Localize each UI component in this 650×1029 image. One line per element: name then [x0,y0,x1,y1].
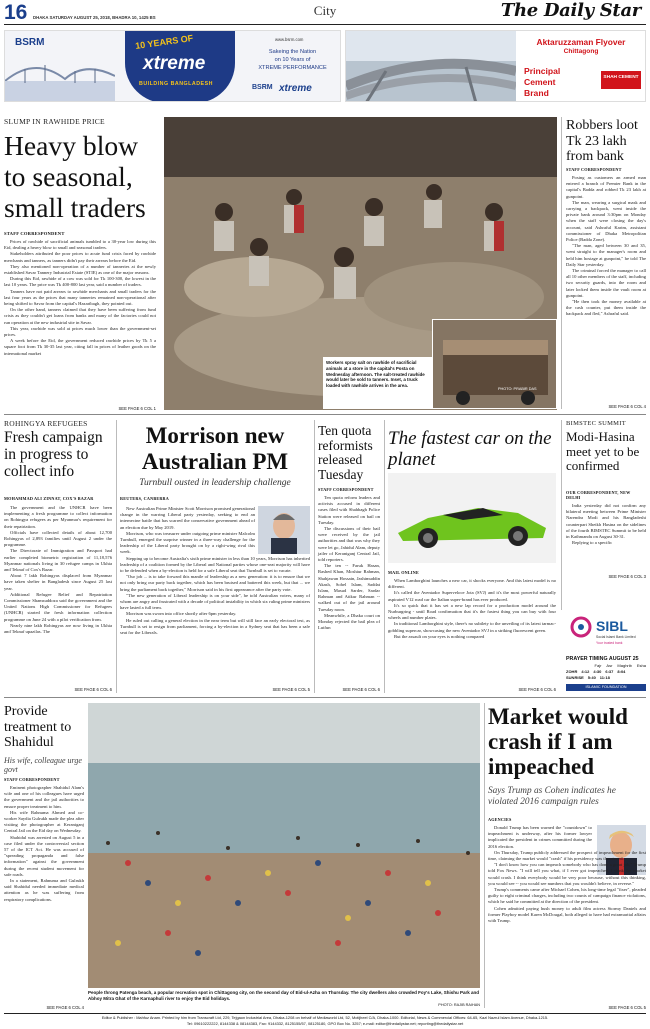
page-number: 16 [4,1,28,24]
rohingya-byline: MOHAMMAD ALI ZINNAT, COX'S BAZAR [4,496,94,501]
robbers-para: The man, wearing a surgical mask and carrying a backpack, went inside the private bank around 3:30pm on Monday when the staff were closing the day's account, said Ashraful Karim, assistant commissioner of Dhaka Metropolitan Police (Badda Zone). [566,199,646,243]
quota-para: Ten quota reform leaders and activists accused in different cases filed with Shahbagh Police Station were released on bail on Tuesday. [318,495,380,525]
col-divider [561,117,562,409]
xtreme-sub: BUILDING BANGLADESH [139,81,213,87]
col-divider [314,420,315,693]
col-divider [116,420,117,693]
prayer-time: 4:30 [593,669,602,674]
shah-cement-ad[interactable] [345,30,646,102]
prayer-time: 8:04 [617,669,626,674]
lead-para: A week before the Eid, the government reduced rawhide prices by Tk 5 a square foot from Tk 30-35 last year, citing fall in prices of leather goods on the international market [4,338,156,356]
shahidul-byline: STAFF CORRESPONDENT [4,777,60,782]
dateline: DHAKA SATURDAY AUGUST 25, 2018, BHADRA 10, 1425 BS [33,15,156,20]
robbers-continued[interactable]: SEE PAGE 6 COL 4 [608,404,646,409]
flyover-sub: Chittagong [563,48,599,55]
shahidul-para: His wife Rahnuma Ahmed and co-worker Saydia Gulrukh made the plea after visiting the photographer at Keraniganj Central Jail on the Eid day on Wednesday. [4,809,84,834]
trump-body [488,825,646,924]
car-byline: MAIL ONLINE [388,570,419,575]
trump-headline[interactable]: Market would crash if I am impeached [488,704,628,779]
quota-para: Meanwhile, a Dhaka court on Monday rejected the bail plea of Lutfun [318,612,380,631]
morrison-para: Morrison was sworn into office shortly after 6pm yesterday. [126,611,237,617]
cement-line1: Principal [524,66,561,76]
bimstec-headline[interactable]: Modi-Hasina meet yet to be confirmed [566,429,640,473]
bimstec-body [566,503,646,546]
patenga-beach-photo [88,703,480,988]
lead-continued[interactable]: SEE PAGE 6 COL 1 [118,406,156,411]
prayer-table [566,663,646,681]
morrison-para: Morrison, who was treasurer under outgoing prime minister Malcolm Turnbull, emerged the surprise winner in a three-way challenge for the leadership of the Liberal party brought on by a right-wing rival this week. [120,530,255,555]
car-para: It's called the Aventador Superveloce Jota (SVJ) and it's the most powerful naturally aspirated V12 road car the Italian super-brand has ever produced. [388,590,556,602]
bimstec-para: Replying to a specific [572,540,613,546]
shahidul-para: Eminent photographer Shahidul Alam's wife and one of his colleagues have urged the government and the jail authorities to ensure proper treatment to him. [4,785,84,809]
col-divider [561,420,562,610]
shahidul-para: In a statement, Rahnuma and Gulrukh said Shahidul needed immediate medical attention as he was suffering from respiratory complications. [4,878,84,902]
lead-headline[interactable]: Heavy blow to seasonal, small traders [4,130,146,223]
xtreme-tag2: on 10 Years of [274,57,311,63]
lamborghini-photo [388,473,556,563]
morrison-subhead: Turnbull ousted in leadership challenge [139,478,291,488]
quota-para: The ten -- Faruk Hasan, Rashed Khan, Moshiur Rahman, Shahjawan Hossain, Jashimuddin Akash, Sohel Islam, Saddat Islam, Masud Sarder, Sardar Rahman and Atikur Rahman -- walked out of the jail around Tuesday noon. [318,563,380,612]
car-body [388,578,556,640]
trump-body-top [488,825,592,850]
flyover-photo [346,31,516,102]
bsrm-logo-2: BSRM [252,84,273,91]
footer-rule [4,1013,646,1014]
prayer-time: 11:18 [599,675,610,680]
beach-illustration [88,703,480,988]
shahidul-body [4,785,84,903]
beach-credit: PHOTO: RAJIB RAIHAN [438,1003,480,1007]
rohingya-para: About 7 lakh Rohingyas displaced from Myanmar have taken shelter in Bangladesh since August 25 last year. [4,573,112,591]
rohingya-headline[interactable]: Fresh campaign in progress to collect info [4,429,103,480]
bimstec-kicker: BIMSTEC SUMMIT [566,420,626,427]
car-para: But the assault on your eyes is nothing compared [394,633,485,639]
trump-para: Cohen admitted paying hush money to adult film actress Stormy Daniels and former Playboy model Karen McDougal, both alleged to have had extramarital affairs with Trump. [488,905,646,924]
robbers-para: "He then took the money available at the cash counter, put them inside the backpack and fled," Ashraful said. [566,299,646,317]
flyover-title: Aktaruzzaman Flyover [536,37,626,47]
lead-para: Tanners have not paid arrears to rawhide merchants and small traders for the last four years as the prices that many tanneries remained non-operational after being shifted to Savar from the capital's Hazaribagh, they pointed out. [4,288,156,307]
robbers-body [566,175,646,318]
robbers-para: "The man, aged between 30 and 35, went straight to the manager's room and held him hostage at gunpoint," he told The Daily Star yesterday. [566,243,646,267]
rohingya-continued[interactable]: SEE PAGE 6 COL 6 [74,687,112,692]
xtreme-logo: xtreme [143,53,206,74]
shah-cement-logo: SHAH CEMENT [601,71,641,89]
morrison-para: Stepping up to become Australia's sixth prime minister in less than 10 years, Morrison has inherited leadership of a coalition formed by the Liberal and National parties whose one-seat majority will have to be defended when a by-election is held for a safe Liberal seat that Turnbull is set to vacate. [120,555,310,574]
section-rule [4,697,646,698]
shahidul-continued[interactable]: SEE PAGE 6 COL 4 [46,1005,84,1010]
sibl-sub: Social Islami Bank Limited [596,635,636,639]
morrison-continued[interactable]: SEE PAGE 6 COL 5 [272,687,310,692]
prayer-time: 6:37 [605,669,614,674]
prayer-col: Asr [606,663,613,668]
prayer-col: Fajr [594,663,602,668]
quota-continued[interactable]: SEE PAGE 6 COL 6 [342,687,380,692]
shahidul-para: Shahidul was arrested on August 5 in a case filed under the controversial section 57 of the ICT Act. He was accused of "spreading propaganda and false information" against the government during the recent student movement for safe roads. [4,834,84,877]
prayer-col: Maghrib [617,663,632,668]
quota-body [318,495,380,631]
morrison-para: "The new generation of Liberal leadership is on your side", he told Australian voters, many of whom are angry and frustrated with a decade of political instability in which six ruling prime ministers have lasted a full term. [120,592,310,611]
xtreme-years: 10 YEARS OF [134,32,194,52]
prayer-source: ISLAMIC FOUNDATION [566,684,646,691]
col-divider [484,703,485,1008]
lead-para: This year, rawhide was sold at prices much lower than the government-set prices. [4,325,156,338]
beach-caption: People throng Patenga beach, a popular recreation spot in Chittagong city, on the second day of Eid-ul-Azha on Thursday. The city dwellers also crowded Foy's Lake, Shishu Park and Abhoy Mitra Ghat of the Karnaphuli river to enjoy the Eid holidays. [88,990,479,1001]
trump-para: On Thursday, Trump publicly addressed the prospect of impeachment for the first time, claiming the market would "crash" if his presidency was threatened. [488,849,646,862]
prayer-name: ZOHR [566,669,578,674]
trump-subhead: Says Trump as Cohen indicates he violated 2016 campaign rules [488,786,616,807]
prayer-time: 5:40 [587,675,596,680]
rohingya-body [4,505,112,635]
bridge-illustration [5,51,115,101]
rohingya-para: The Directorate of Immigration and Passport had earlier completed biometric registration of 11,18,576 Myanmar nationals living in 30 refugee camps in Ukhia and Teknaf of Cox's Bazar. [4,548,112,573]
rohingya-kicker: ROHINGYA REFUGEES [4,419,88,428]
bsrm-logo: BSRM [15,37,45,48]
section-rule [4,414,646,415]
quota-headline[interactable]: Ten quota reformists released Tuesday [318,423,373,482]
rawhide-caption: Workers spray salt on rawhide of sacrificial animals at a store in the capital's Posta on Wednesday afternoon. The salt-treated rawhide would later be sold to tanners. Inset, a truck loaded with rawhide arrives in the area. [326,360,425,389]
sibl-logo: SIBL [596,618,628,634]
col-divider [384,420,385,693]
sibl-ad[interactable] [566,614,646,654]
car-para: In traditional Lamborghini style, there's no subtlety to the unveiling of its latest tarmac-gobbling supercar, showcasing the new Aventador SVJ in a striking fluorescent green. [388,621,556,633]
rohingya-para: Additional Refugee Relief and Repatriation Commissioner Shamsuddoza said the government and the United Nations High Commissioner for Refugees (UNHCR) started the fresh information collection programme on June 24 with a pilot verification from. [4,591,112,622]
lead-byline: STAFF CORRESPONDENT [4,231,65,236]
quota-para: The discussions of their bail were received by the jail authorities and that was why they were let go, Jahidul Alam, deputy jailer of Keraniganj Central Jail, told reporters. [318,526,380,563]
trump-para: "I don't know how you can impeach somebody who has done a great job," Trump told Fox News. "I will tell you what, if I ever got impeached, I think the market would crash. I think everybody would be very poor because, without this thinking, you would see -- you would see numbers that you wouldn't believe, in reverse." [488,862,646,886]
bimstec-para: India yesterday did not confirm any bilateral meeting between Prime Minister Narendra Modi and his Bangladeshi counterpart Sheikh Hasina on the sidelines of the fourth BIMSTEC Summit to be held in Kathmandu on August 30-31. [566,503,646,540]
shahidul-headline[interactable]: Provide treatment to Shahidul [4,704,72,750]
morrison-para: "Our job ... is to take forward this mantle of leadership as a new generation: it is to ensure that we not only bring our party back together, which has been bruised and battered this week, but that ... we bring the parliament back together," Morrison said in his first appearance after the party vote. [120,574,310,592]
prayer-title: PRAYER TIMING AUGUST 25 [566,656,639,662]
lead-para: Stakeholders attributed the poor prices to acute fund crisis faced by rawhide merchants and tanners, as tanners didn't pay their arrears before the Eid. [4,251,156,263]
shahidul-subhead: His wife, colleague urge govt [4,756,82,774]
prayer-col: Esha [636,663,646,668]
prayer-row [566,675,646,681]
truck-inset-photo [432,319,557,409]
lead-body [4,239,156,357]
robbers-para: The criminal forced the manager to call all 10 other members of the staff, including two security guards, into the room and later locked them inside the vault room at gunpoint. [566,268,646,298]
car-para: It's so quick that it has set a new lap record for a production model around the Nurburgring - until Road confirmation that it's the fastest thing you can buy with four wheels and number plates. [388,602,556,621]
bsrm-web: www.bsrm.com [275,37,304,42]
rohingya-para: Nearly nine lakh Rohingyas are now living in Ukhia and Teknaf upazilas. The [4,622,112,635]
quota-byline: STAFF CORRESPONDENT [318,487,374,492]
car-headline[interactable]: The fastest car on the planet [388,428,552,470]
cement-line3: Brand [524,88,549,98]
car-continued[interactable]: SEE PAGE 6 COL 6 [518,687,556,692]
rohingya-para: The government and the UNHCR have been implementing a fresh programme to collect information on Rohingya refugees as per Myanmar's requirement for their repatriation. [4,505,112,529]
xtreme-badge [125,31,235,102]
sibl-logo-icon [570,616,592,638]
trump-para: Donald Trump has been warned the "countdown" to impeachment is underway, after his former lawyer implicated the president in crimes committed during the 2016 election. [488,825,592,849]
bimstec-continued[interactable]: SEE PAGE 6 COL 3 [608,574,646,579]
morrison-byline: REUTERS, CANBERRA [120,496,170,501]
masthead-logo: The Daily Star [500,0,641,21]
bimstec-byline: OUR CORRESPONDENT, NEW DELHI [566,490,631,500]
sibl-tag: Your trusted bank [596,641,623,645]
lead-para: They also mentioned non-operation of a number of tanneries at the newly established Savar Tannery Industrial Estate (STIE) as one of the major reasons. [4,263,156,276]
cement-line2: Cement [524,77,556,87]
trump-continued[interactable]: SEE PAGE 6 COL 5 [608,1005,646,1010]
morrison-para: He ruled out calling a general election in the near term but will still face an early electoral test, as Turnbull is set to resign from parliament, forcing a by-election in a Sydney seat that has been a safe seat for the Liberals. [120,617,310,636]
robbers-byline: STAFF CORRESPONDENT [566,167,622,172]
rawhide-caption-box [323,357,433,409]
section-name: City [313,3,337,18]
xtreme-tag3: XTREME PERFORMANCE [258,65,327,71]
robbers-headline[interactable]: Robbers loot Tk 23 lakh from bank [566,118,638,164]
robbers-para: Posing as customers an armed man entered a branch of Premier Bank in the capital's Badda and robbed Tk 23 lakh at gunpoint. [566,175,646,199]
morrison-body-top [120,506,255,556]
footer-imprint: Editor & Publisher : Mahfuz Anam. Printed by him from Transcraft Ltd, 229, Tejgaon Industrial Area, Dhaka-1208 on behalf of Mediaworld Ltd, 52, Motijheel C/A, Dhaka-1000. Editorial, News & Commercial Offices: 64-65, Kazi Nazrul Islam Avenue, Dhaka-1215. [101,1015,549,1020]
lead-para: During this Eid, rawhide of a cow was sold for Tk 100-300, the lowest in the last 10 years. The price was Tk 400-800 last year, said a number of traders. [4,276,156,288]
lead-para: Prices of rawhide of sacrificial animals tumbled to a 30-year low during this Eid, dealing a heavy blow to small and seasonal traders. [4,239,156,251]
xtreme-tag1: Sakeing the Nation [268,49,317,55]
rohingya-para: Officials have collected details of about 12,700 Rohingyas of 2,893 families until August 2 under the programme. [4,529,112,548]
morrison-para: New Australian Prime Minister Scott Morrison promised generational change in the warring Liberal party yesterday, seeking to end an internecine battle that has scarred the conservative government ahead of an election due by May 2019. [120,506,255,530]
trump-para: Trump's comments came after Michael Cohen, his long-time legal "fixer", pleaded guilty to eight criminal charges, including two counts of campaign finance violations, which he said he committed at the direction of the president. [488,887,646,905]
morrison-headline[interactable]: Morrison new Australian PM [141,423,289,474]
prayer-name: SUNRISE [566,675,584,680]
bsrm-ad[interactable] [4,30,341,102]
xtreme-logo-2: xtreme [279,83,312,94]
lead-kicker: SLUMP IN RAWHIDE PRICE [4,117,105,126]
car-para: When Lamborghini launches a new car, it shocks everyone. And this latest model is no different. [388,578,556,590]
rawhide-credit: PHOTO: PRABIR DAS [498,387,537,391]
header-rule [4,24,646,25]
trump-byline: AGENCIES [488,817,512,822]
footer-contact: Tel: 09610222222, 8144338 & 08144383, Fax: 9144332, 8125155/57, 08125180, GPO Box No. 3257; e-mail: editor@thedailystar.net; reporting@thedailystar.net [186,1021,464,1026]
morrison-body [120,506,310,636]
prayer-time: 4:12 [581,669,590,674]
lead-para: On the other hand, tanners claimed that they have been suffering from fund crisis as they couldn't get loans from banks and many of the factories could not run operation at the new industrial site in Savar. [4,307,156,325]
